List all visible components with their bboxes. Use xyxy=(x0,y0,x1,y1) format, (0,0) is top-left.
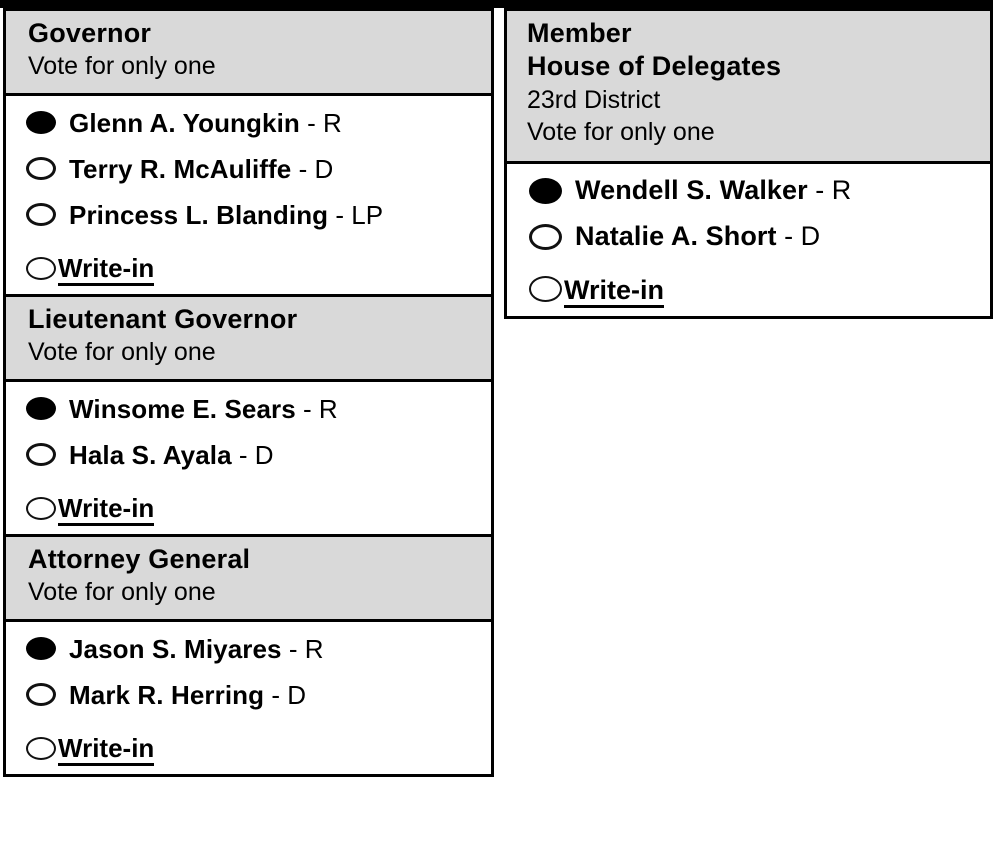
vote-bubble-icon[interactable] xyxy=(529,224,562,250)
candidate-name: Mark R. Herring xyxy=(69,679,265,710)
ballot-option[interactable] xyxy=(6,386,491,432)
contest-instruction: Vote for only one xyxy=(527,118,715,147)
ballot-option[interactable] xyxy=(6,672,491,718)
candidate-party: - D xyxy=(784,221,821,252)
contest-district: 23rd District xyxy=(527,85,661,114)
writein-label[interactable]: Write-in xyxy=(58,735,154,766)
ballot-option-writein[interactable] xyxy=(507,260,990,310)
contest-title: Governor xyxy=(28,18,152,48)
candidate-name: Winsome E. Sears xyxy=(69,393,296,424)
candidate-party: - D xyxy=(238,439,274,470)
ballot-option[interactable] xyxy=(6,146,491,192)
candidate-name: Natalie A. Short xyxy=(575,221,777,252)
contest-header xyxy=(6,537,491,622)
contest-title: Member xyxy=(527,18,632,48)
contest-instruction: Vote for only one xyxy=(28,52,216,81)
candidate-party: - D xyxy=(298,153,334,184)
contest-title: Attorney General xyxy=(28,543,251,574)
contest-attorney-general xyxy=(3,534,494,777)
ballot-option[interactable] xyxy=(6,192,491,238)
candidate-name: Terry R. McAuliffe xyxy=(69,153,292,184)
vote-bubble-icon[interactable] xyxy=(26,203,56,226)
contest-lieutenant-governor xyxy=(3,294,494,537)
candidate-party: - LP xyxy=(335,199,384,230)
vote-bubble-icon[interactable] xyxy=(26,497,56,520)
candidate-name: Glenn A. Youngkin xyxy=(69,107,300,138)
contest-options xyxy=(6,96,491,294)
ballot-option-writein[interactable] xyxy=(6,478,491,528)
contest-header xyxy=(6,11,491,96)
candidate-name: Wendell S. Walker xyxy=(575,175,808,206)
ballot-left-column xyxy=(0,8,494,774)
vote-bubble-filled-icon[interactable] xyxy=(26,397,56,420)
candidate-party: - R xyxy=(307,107,342,138)
contest-options xyxy=(507,164,990,316)
contest-title: Lieutenant Governor xyxy=(28,303,298,334)
vote-bubble-filled-icon[interactable] xyxy=(529,178,562,204)
ballot-right-column xyxy=(494,8,993,316)
candidate-party: - R xyxy=(815,175,852,206)
writein-label[interactable]: Write-in xyxy=(58,255,154,286)
contest-subtitle: House of Delegates xyxy=(527,51,782,82)
contest-options xyxy=(6,382,491,534)
vote-bubble-icon[interactable] xyxy=(26,443,56,466)
vote-bubble-filled-icon[interactable] xyxy=(26,111,56,134)
vote-bubble-icon[interactable] xyxy=(26,683,56,706)
vote-bubble-icon[interactable] xyxy=(26,157,56,180)
contest-options xyxy=(6,622,491,774)
ballot-top-rule xyxy=(0,0,993,8)
vote-bubble-icon[interactable] xyxy=(529,276,562,302)
ballot-option[interactable] xyxy=(6,626,491,672)
ballot-option-writein[interactable] xyxy=(6,238,491,288)
contest-header xyxy=(6,297,491,382)
contest-instruction: Vote for only one xyxy=(28,578,216,607)
ballot-option[interactable] xyxy=(6,100,491,146)
ballot-columns xyxy=(0,8,993,774)
ballot-option[interactable] xyxy=(507,214,990,260)
contest-header xyxy=(507,11,990,164)
candidate-name: Princess L. Blanding xyxy=(69,199,329,230)
vote-bubble-icon[interactable] xyxy=(26,737,56,760)
ballot-option-writein[interactable] xyxy=(6,718,491,768)
contest-house-of-delegates xyxy=(504,8,993,319)
ballot-option[interactable] xyxy=(6,432,491,478)
vote-bubble-filled-icon[interactable] xyxy=(26,637,56,660)
candidate-party: - R xyxy=(303,393,338,424)
candidate-name: Jason S. Miyares xyxy=(69,633,282,664)
contest-governor xyxy=(3,8,494,297)
candidate-party: - R xyxy=(288,633,324,664)
candidate-party: - D xyxy=(271,679,307,710)
vote-bubble-icon[interactable] xyxy=(26,257,56,280)
writein-label[interactable]: Write-in xyxy=(564,276,664,308)
ballot-option[interactable] xyxy=(507,168,990,214)
writein-label[interactable]: Write-in xyxy=(58,495,154,526)
contest-instruction: Vote for only one xyxy=(28,338,216,367)
candidate-name: Hala S. Ayala xyxy=(69,439,232,470)
